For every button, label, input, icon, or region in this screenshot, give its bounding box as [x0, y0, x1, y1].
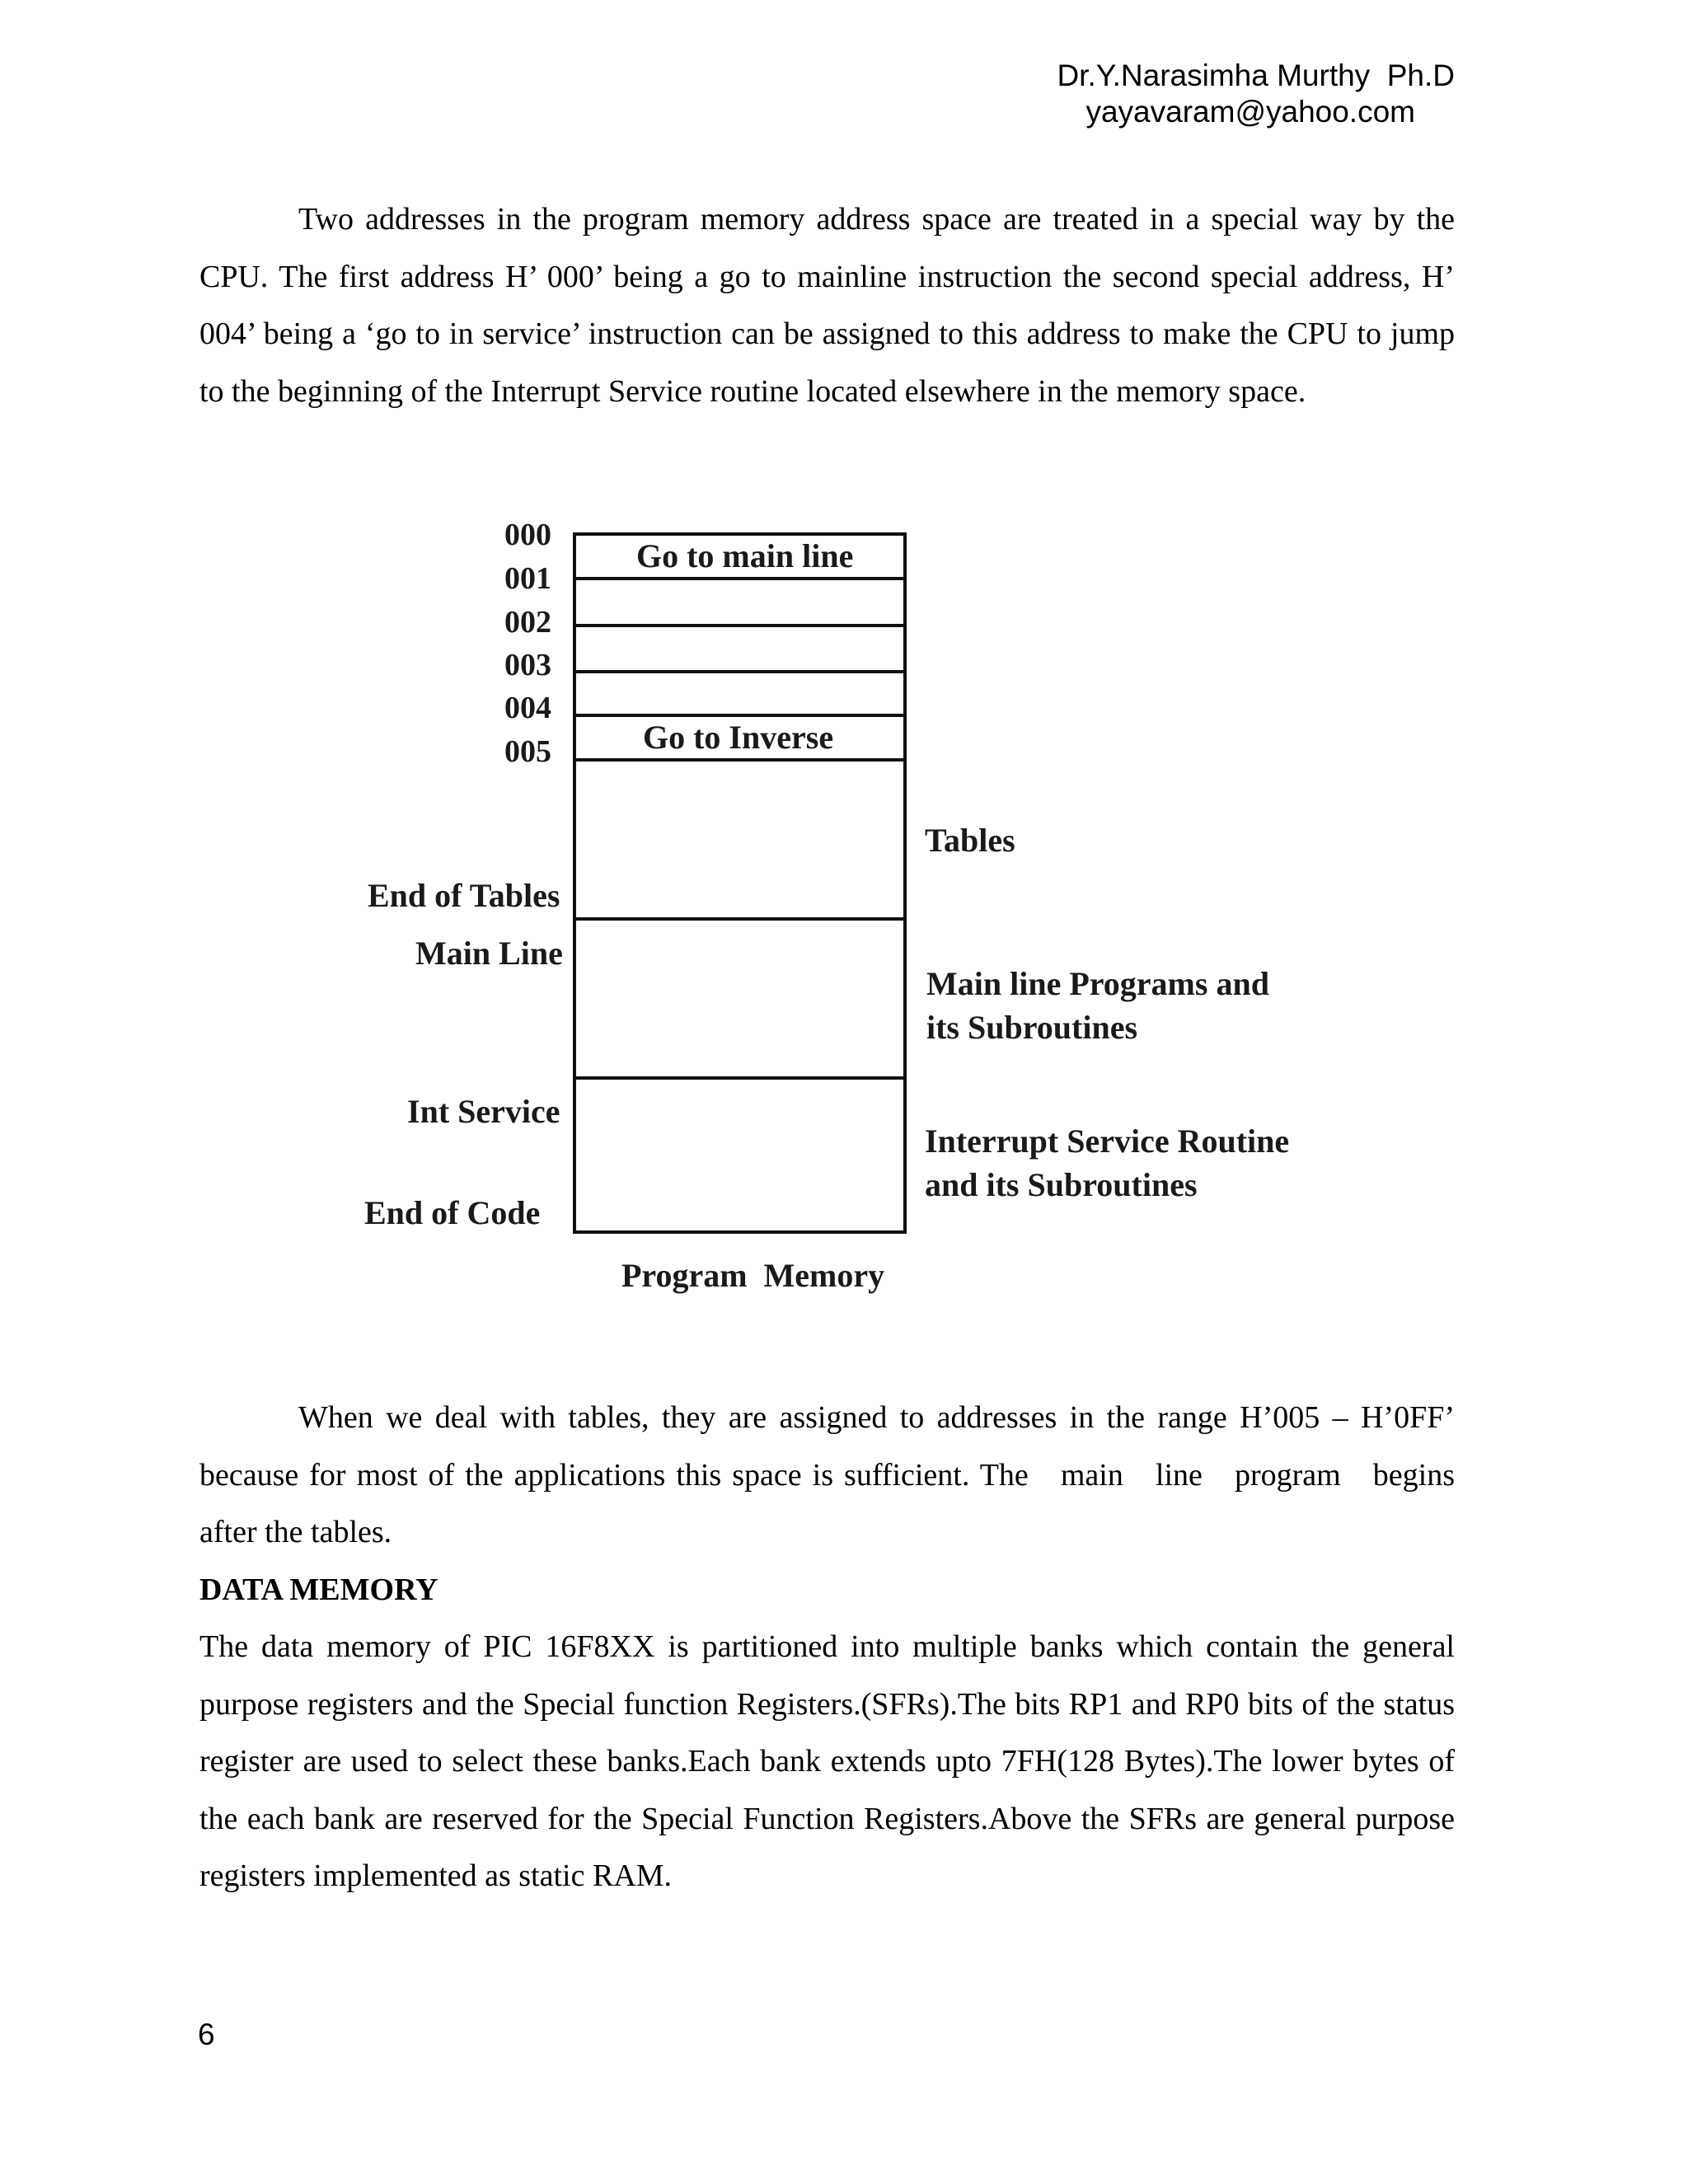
page-number: 6	[198, 2018, 215, 2051]
label-int-service: Int Service	[407, 1093, 560, 1130]
cell-go-to-main-line: Go to main line	[636, 537, 854, 574]
label-tables: Tables	[925, 822, 1015, 859]
address-label: 000	[504, 518, 551, 552]
label-main-programs-line2: its Subroutines	[926, 1009, 1138, 1046]
label-main-line: Main Line	[415, 935, 563, 972]
label-isr-line2: and its Subroutines	[925, 1166, 1198, 1203]
label-end-of-code: End of Code	[364, 1194, 541, 1231]
tables-paragraph: When we deal with tables, they are assigned to addresses in the range H’005 – H’0FF’ because for most of the applications this space is sufficient. The main line program begins after the tables.	[199, 1400, 1463, 1549]
label-main-programs-line1: Main line Programs and	[926, 965, 1269, 1002]
author-email: yayavaram@yahoo.com	[1085, 95, 1415, 129]
address-label: 003	[504, 648, 551, 682]
address-label: 005	[504, 734, 551, 769]
cell-go-to-inverse: Go to Inverse	[643, 719, 834, 756]
address-label: 004	[504, 691, 551, 725]
address-label: 001	[504, 561, 551, 596]
label-isr-line1: Interrupt Service Routine	[925, 1122, 1290, 1160]
data-memory-paragraph: The data memory of PIC 16F8XX is partitioned into multiple banks which contain the general purpose registers and the Special function Registers.(SFRs).The bits RP1 and RP0 bits of the status register are used to select these banks.Each bank extends upto 7FH(128 Bytes).The lower bytes of the each bank are reserved for the Special Function Registers.Above the SFRs are general purpose registers implemented as static RAM.	[199, 1629, 1455, 1893]
address-label: 002	[504, 605, 551, 640]
diagram-caption: Program Memory	[621, 1257, 885, 1294]
label-end-of-tables: End of Tables	[368, 877, 560, 914]
memory-map-box	[574, 534, 905, 1232]
section-heading-data-memory: DATA MEMORY	[199, 1572, 438, 1607]
intro-paragraph: Two addresses in the program memory address space are treated in a special way by the CPU. The first address H’ 000’ being a go to mainline instruction the second special address, H’ 004’ being a ‘go to in service’ instruction can be assigned to this address to make the CPU to jump to the beginning of the Interrupt Service routine located elsewhere in the memory space.	[199, 202, 1455, 409]
author-name: Dr.Y.Narasimha Murthy Ph.D	[1057, 59, 1455, 92]
